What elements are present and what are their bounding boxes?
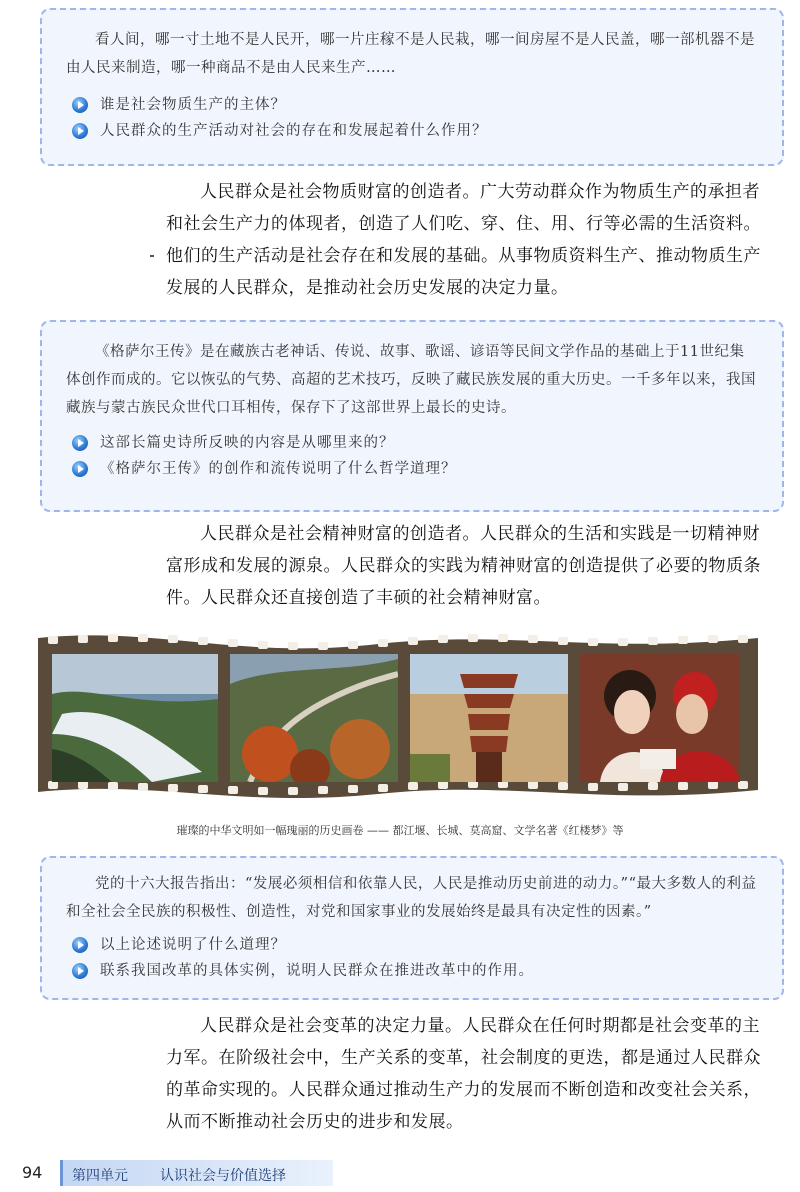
photo-mogao-caves xyxy=(410,654,568,782)
question-bullet-icon xyxy=(72,937,88,953)
figure-caption: 璀璨的中华文明如一幅瑰丽的历史画卷 —— 都江堰、长城、莫高窟、文学名著《红楼梦》等 xyxy=(176,824,624,837)
stray-mark xyxy=(150,255,154,257)
unit-label: 第四单元 xyxy=(72,1168,128,1184)
question-bullet-icon xyxy=(72,963,88,979)
photo-dujiangyan xyxy=(52,654,218,782)
question-item: 这部长篇史诗所反映的内容是从哪里来的？ xyxy=(66,430,758,456)
page-number: 94 xyxy=(22,1163,43,1182)
photo-great-wall xyxy=(230,654,398,782)
unit-title: 认识社会与价值选择 xyxy=(160,1168,286,1184)
discussion-box-1 xyxy=(40,8,784,166)
discussion-box-2 xyxy=(40,320,784,512)
discussion-text-2: 《格萨尔王传》是在藏族古老神话、传说、故事、歌谣、谚语等民间文学作品的基础上于11世纪集体创作而成的。它以恢弘的气势、高超的艺术技巧，反映了藏民族发展的重大历史。一千多年以来，我国藏族与蒙古族民众世代口耳相传，保存下了这部世界上最长的史诗。 xyxy=(66,344,756,416)
question-bullet-icon xyxy=(72,461,88,477)
question-bullet-icon xyxy=(72,435,88,451)
question-item: 联系我国改革的具体实例，说明人民群众在推进改革中的作用。 xyxy=(66,958,758,984)
question-bullet-icon xyxy=(72,97,88,113)
question-item: 《格萨尔王传》的创作和流传说明了什么哲学道理？ xyxy=(66,456,758,482)
discussion-text-1: 看人间，哪一寸土地不是人民开，哪一片庄稼不是人民栽，哪一间房屋不是人民盖，哪一部机器不是由人民来制造，哪一种商品不是由人民来生产…… xyxy=(66,32,755,76)
discussion-box-3 xyxy=(40,856,784,1000)
question-item: 以上论述说明了什么道理？ xyxy=(66,932,758,958)
question-bullet-icon xyxy=(72,123,88,139)
question-item: 谁是社会物质生产的主体？ xyxy=(66,92,758,118)
photo-dream-of-red-chamber xyxy=(580,654,740,782)
body-paragraph-material-wealth: 人民群众是社会物质财富的创造者。广大劳动群众作为物质生产的承担者和社会生产力的体现者，创造了人们吃、穿、住、用、行等必需的生活资料。他们的生产活动是社会存在和发展的基础。从事物质资料生产、推动物质生产发展的人民群众，是推动社会历史发展的决定力量。 xyxy=(166,182,761,298)
discussion-text-3: 党的十六大报告指出：“发展必须相信和依靠人民，人民是推动历史前进的动力。”“最大多数人的利益和全社会全民族的积极性、创造性，对党和国家事业的发展始终是最具有决定性的因素。” xyxy=(66,876,757,920)
question-item: 人民群众的生产活动对社会的存在和发展起着什么作用？ xyxy=(66,118,758,144)
body-paragraph-spiritual-wealth: 人民群众是社会精神财富的创造者。人民群众的生活和实践是一切精神财富形成和发展的源泉。人民群众的实践为精神财富的创造提供了必要的物质条件。人民群众还直接创造了丰硕的社会精神财富。 xyxy=(166,524,761,608)
body-paragraph-social-change: 人民群众是社会变革的决定力量。人民群众在任何时期都是社会变革的主力军。在阶级社会中，生产关系的变革，社会制度的更迭，都是通过人民群众的革命实现的。人民群众通过推动生产力的发展而不断创造和改变社会关系，从而不断推动社会历史的进步和发展。 xyxy=(166,1016,761,1132)
